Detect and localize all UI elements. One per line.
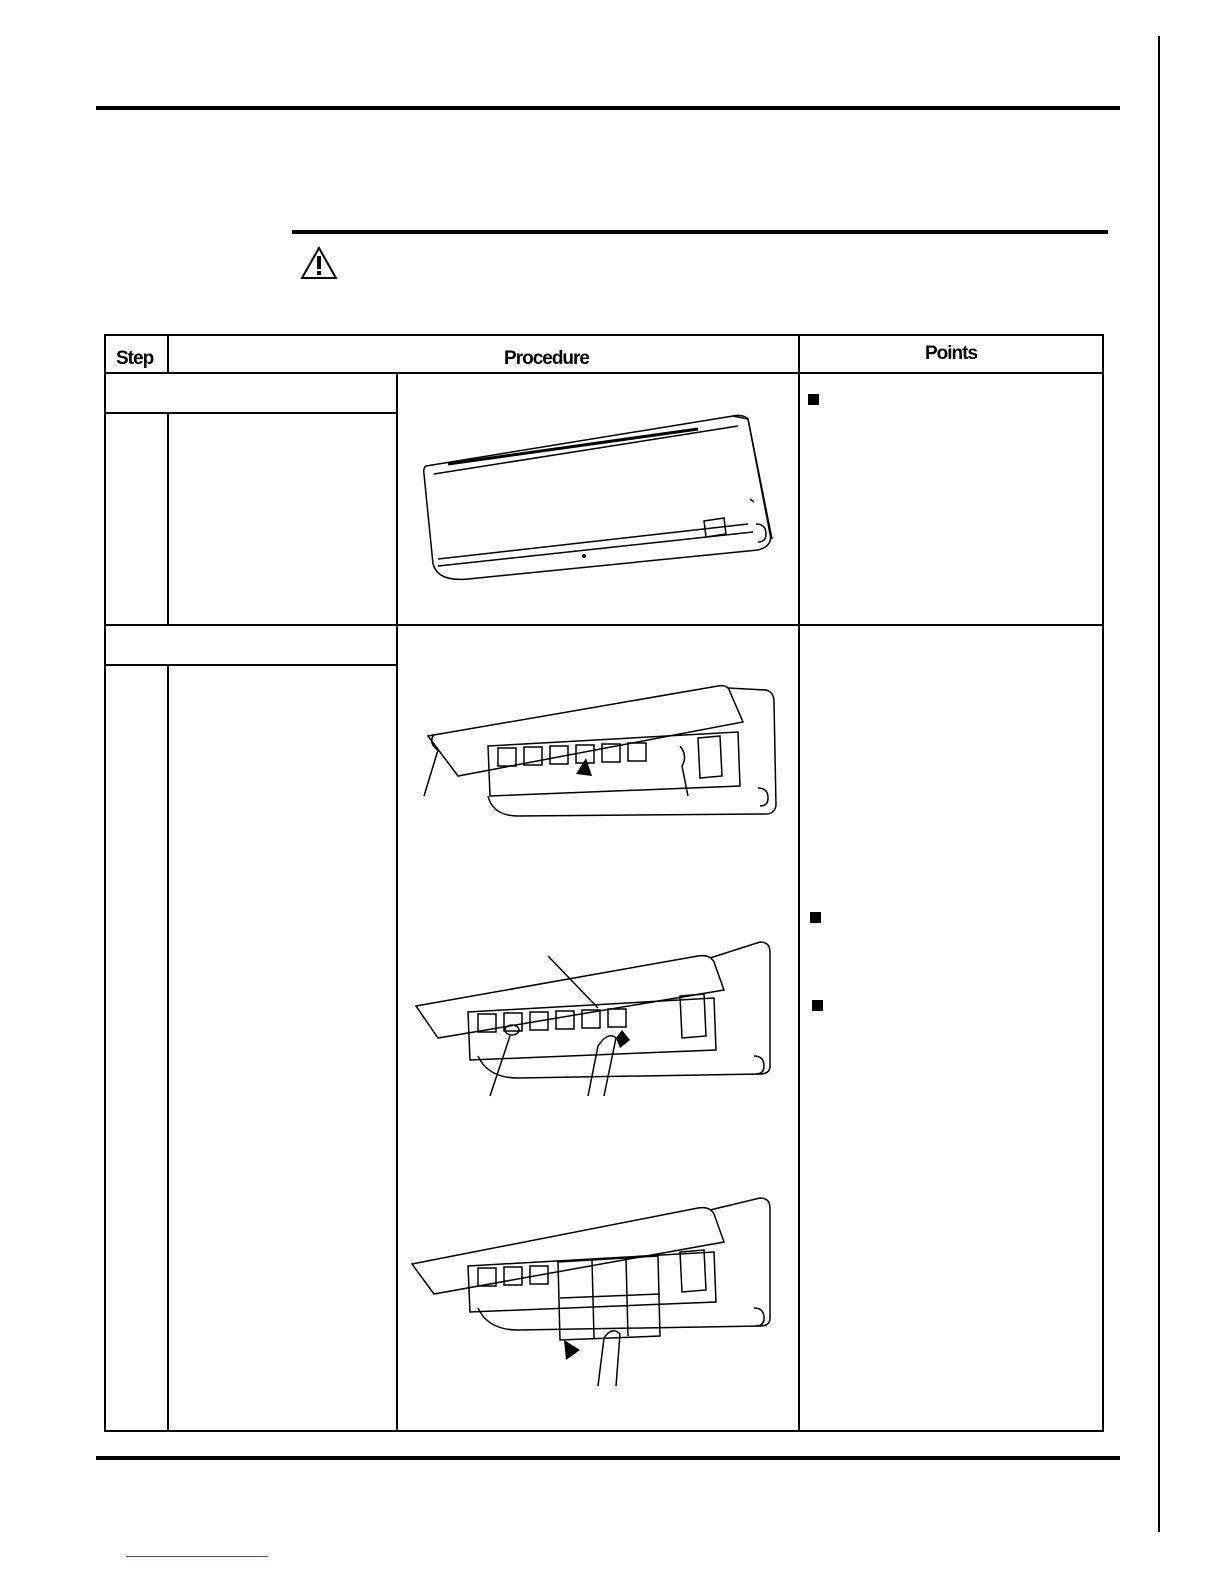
section-1-figure-cell (397, 373, 799, 625)
indoor-unit-figure (398, 374, 798, 624)
square-bullet-icon (808, 394, 819, 405)
filter-removal-illustration (398, 626, 798, 1426)
square-bullet-icon (812, 1000, 823, 1011)
procedure-header: Procedure (168, 335, 799, 373)
section-2-title (105, 625, 397, 665)
section-1-step (105, 413, 168, 625)
caution-rule (292, 230, 1108, 234)
points-header: Points (799, 335, 1103, 373)
section-1-description (168, 413, 397, 625)
right-margin-rule (1158, 36, 1160, 1532)
bottom-rule (96, 1456, 1120, 1460)
section-2-figure-cell (397, 625, 799, 1431)
footer-link-underline[interactable] (126, 1556, 268, 1557)
top-rule (96, 106, 1120, 110)
filter-removal-figures (398, 626, 798, 1426)
section-2-points (799, 625, 1103, 1431)
indoor-unit-illustration (398, 374, 798, 624)
section-1-title (105, 373, 397, 413)
section-2-description (168, 665, 397, 1431)
section-1-points (799, 373, 1103, 625)
square-bullet-icon (810, 912, 821, 923)
step-header: Step (105, 335, 168, 373)
disassembly-table (104, 334, 1104, 1432)
warning-triangle-icon (300, 246, 338, 280)
section-2-step (105, 665, 168, 1431)
